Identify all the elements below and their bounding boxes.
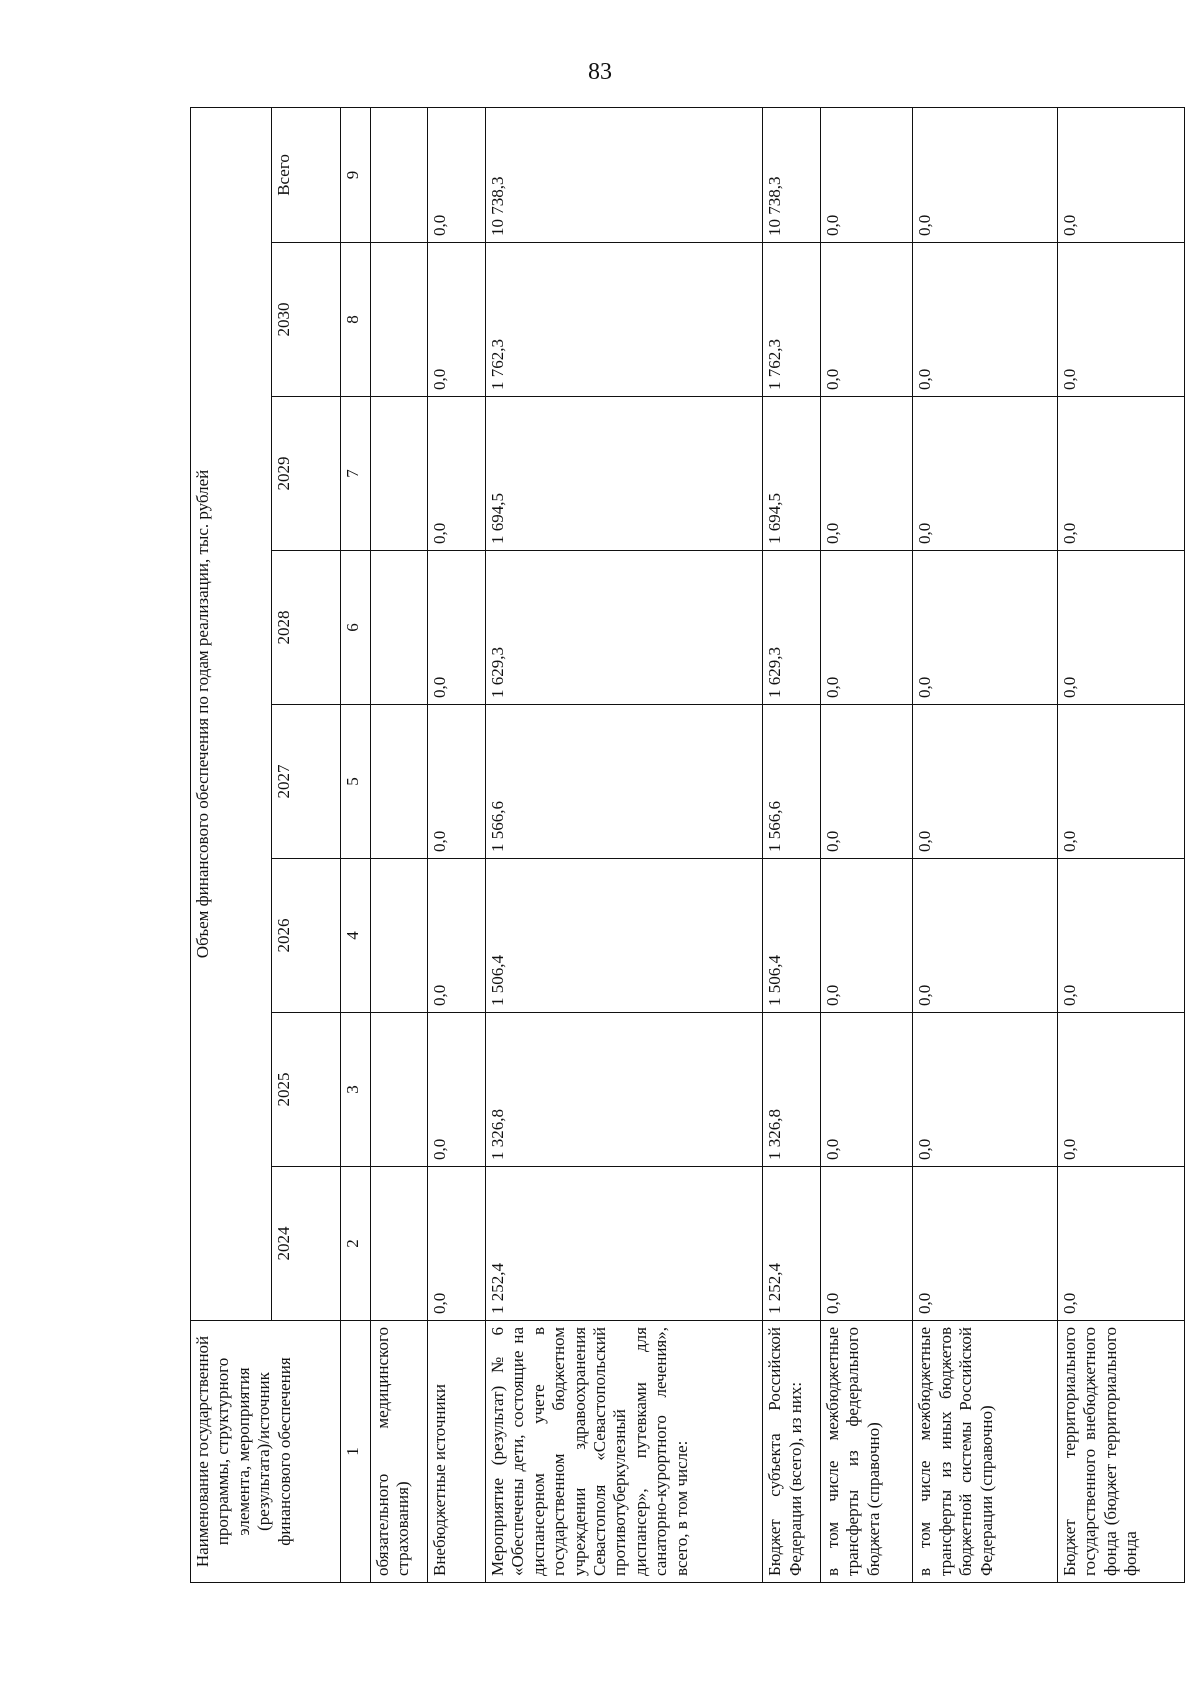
table-row [486,107,763,1582]
column-number: 8 [341,243,370,397]
value-cell: 0,0 [1057,1013,1184,1167]
value-cell [370,243,428,397]
value-cell: 0,0 [821,551,913,705]
value-cell [370,1013,428,1167]
column-number: 6 [341,551,370,705]
value-cell: 0,0 [821,859,913,1013]
rotated-table-container [190,108,1185,1583]
column-number: 5 [341,705,370,859]
header-volume-title: Объем финансового обеспечения по годам реализации, тыс. рублей [191,107,272,1320]
value-cell [370,859,428,1013]
table-row [821,107,913,1582]
value-cell: 0,0 [428,551,486,705]
column-number: 3 [341,1013,370,1167]
header-year: 2027 [271,705,340,859]
row-label: Бюджет территориального государственного внебюджетного фонда (бюджет территориального фонда [1057,1321,1184,1583]
value-cell: 0,0 [913,551,1057,705]
value-cell: 1 326,8 [486,1013,763,1167]
value-cell: 0,0 [428,107,486,242]
value-cell: 0,0 [913,1013,1057,1167]
column-number: 1 [341,1321,370,1583]
value-cell [370,551,428,705]
value-cell: 1 762,3 [486,243,763,397]
row-label: Мероприятие (результат) № 6 «Обеспечены дети, состоящие на диспансерном учете в государственном бюджетном учреждении здравоохранения Севастополя «Севастопольский противотуберкулезный диспансер», путевками для санаторно-курортного лечения», всего, в том числе: [486,1321,763,1583]
value-cell: 1 566,6 [763,705,821,859]
row-label: Бюджет субъекта Российской Федерации (всего), из них: [763,1321,821,1583]
value-cell [370,705,428,859]
header-year: 2025 [271,1013,340,1167]
column-number: 7 [341,397,370,551]
table-row [1057,107,1184,1582]
header-row-title [191,107,272,1582]
value-cell: 1 506,4 [763,859,821,1013]
value-cell: 0,0 [1057,705,1184,859]
value-cell: 0,0 [913,705,1057,859]
value-cell [370,397,428,551]
value-cell: 0,0 [1057,107,1184,242]
column-number-row [341,107,370,1582]
header-year: Всего [271,107,340,242]
value-cell [370,1167,428,1321]
value-cell: 1 694,5 [763,397,821,551]
value-cell: 0,0 [821,1013,913,1167]
value-cell: 0,0 [913,397,1057,551]
value-cell [370,107,428,242]
value-cell: 0,0 [1057,243,1184,397]
row-label: в том числе межбюджетные трансферты из федерального бюджета (справочно) [821,1321,913,1583]
value-cell: 0,0 [821,705,913,859]
table-row [913,107,1057,1582]
value-cell: 1 252,4 [763,1167,821,1321]
value-cell: 1 566,6 [486,705,763,859]
value-cell: 0,0 [821,397,913,551]
value-cell: 0,0 [1057,551,1184,705]
value-cell: 0,0 [913,107,1057,242]
value-cell: 0,0 [913,1167,1057,1321]
value-cell: 1 694,5 [486,397,763,551]
value-cell: 0,0 [428,1013,486,1167]
value-cell: 0,0 [428,397,486,551]
row-label: Внебюджетные источники [428,1321,486,1583]
value-cell: 0,0 [428,859,486,1013]
value-cell: 1 762,3 [763,243,821,397]
header-name-column: Наименование государственной программы, структурного элемента, мероприятия (результата)/источник финансового обеспечения [191,1321,341,1583]
column-number: 4 [341,859,370,1013]
value-cell: 1 506,4 [486,859,763,1013]
value-cell: 0,0 [1057,397,1184,551]
value-cell: 0,0 [821,243,913,397]
value-cell: 10 738,3 [763,107,821,242]
row-label: обязательного медицинского страхования) [370,1321,428,1583]
value-cell: 0,0 [913,859,1057,1013]
value-cell: 0,0 [428,243,486,397]
value-cell: 1 629,3 [763,551,821,705]
column-number: 2 [341,1167,370,1321]
value-cell: 1 629,3 [486,551,763,705]
column-number: 9 [341,107,370,242]
header-year: 2026 [271,859,340,1013]
table-row [763,107,821,1582]
row-label: в том числе межбюджетные трансферты из иных бюджетов бюджетной системы Российской Федерации (справочно) [913,1321,1057,1583]
header-year: 2030 [271,243,340,397]
table-row [428,107,486,1582]
page-number: 83 [588,59,612,85]
value-cell: 0,0 [913,243,1057,397]
value-cell: 0,0 [1057,1167,1184,1321]
value-cell: 1 252,4 [486,1167,763,1321]
value-cell: 1 326,8 [763,1013,821,1167]
value-cell: 0,0 [1057,859,1184,1013]
value-cell: 0,0 [428,705,486,859]
value-cell: 0,0 [821,1167,913,1321]
value-cell: 0,0 [428,1167,486,1321]
financing-table [190,107,1185,1583]
value-cell: 10 738,3 [486,107,763,242]
header-year: 2028 [271,551,340,705]
table-row [370,107,428,1582]
header-year: 2029 [271,397,340,551]
value-cell: 0,0 [821,107,913,242]
header-year: 2024 [271,1167,340,1321]
